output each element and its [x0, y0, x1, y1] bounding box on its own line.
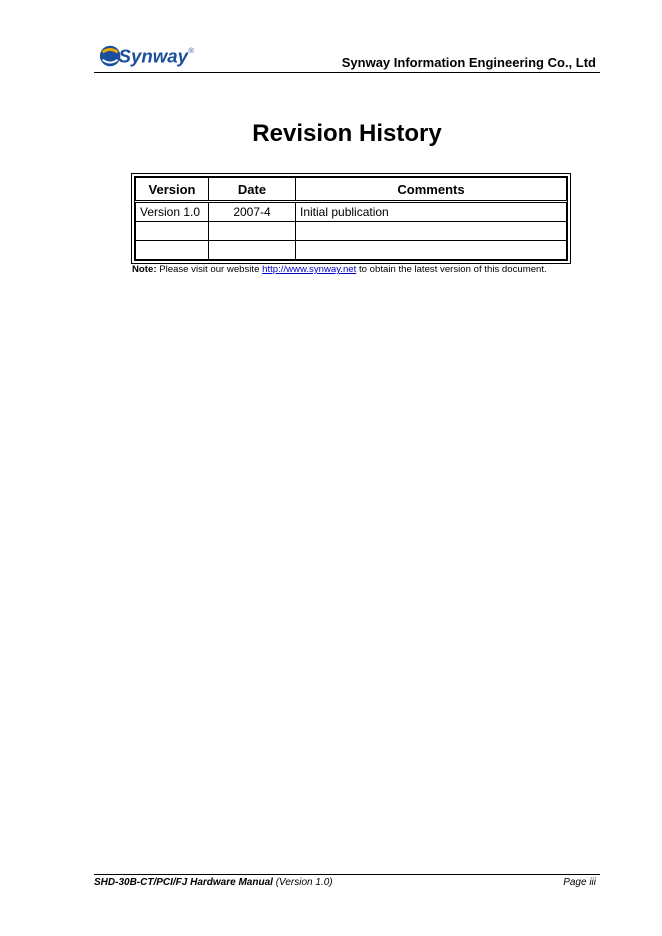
page-footer	[94, 874, 600, 888]
table-row	[136, 222, 567, 241]
table-row	[136, 241, 567, 260]
cell-date	[209, 222, 296, 241]
footer-manual-info	[94, 877, 333, 888]
cell-version	[136, 222, 209, 241]
cell-comments	[296, 241, 567, 260]
cell-version	[136, 241, 209, 260]
note-text-before: Please visit our website	[159, 264, 260, 275]
website-link[interactable]: http://www.synway.net	[262, 264, 357, 275]
svg-text:Synway: Synway	[118, 45, 189, 67]
page-header	[94, 40, 600, 73]
note-label: Note:	[132, 264, 157, 275]
cell-date	[209, 241, 296, 260]
table-row	[136, 202, 567, 222]
cell-version: Version 1.0	[136, 202, 209, 222]
note-text-after: to obtain the latest version of this document.	[358, 264, 547, 275]
column-header-date: Date	[209, 178, 296, 202]
footer-page-number: Page iii	[563, 877, 596, 888]
footer-manual-title: SHD-30B-CT/PCI/FJ Hardware Manual	[94, 877, 273, 888]
page-title: Revision History	[252, 120, 442, 147]
synway-logo	[94, 42, 214, 70]
cell-date: 2007-4	[209, 202, 296, 222]
cell-comments: Initial publication	[296, 202, 567, 222]
column-header-comments: Comments	[296, 178, 567, 202]
company-name: Synway Information Engineering Co., Ltd	[341, 55, 596, 70]
column-header-version: Version	[136, 178, 209, 202]
svg-text:®: ®	[188, 46, 195, 56]
footer-version: (Version 1.0)	[275, 877, 333, 888]
table-header-row	[136, 178, 567, 202]
revision-table	[131, 173, 571, 264]
cell-comments	[296, 222, 567, 241]
note-line	[132, 264, 547, 275]
